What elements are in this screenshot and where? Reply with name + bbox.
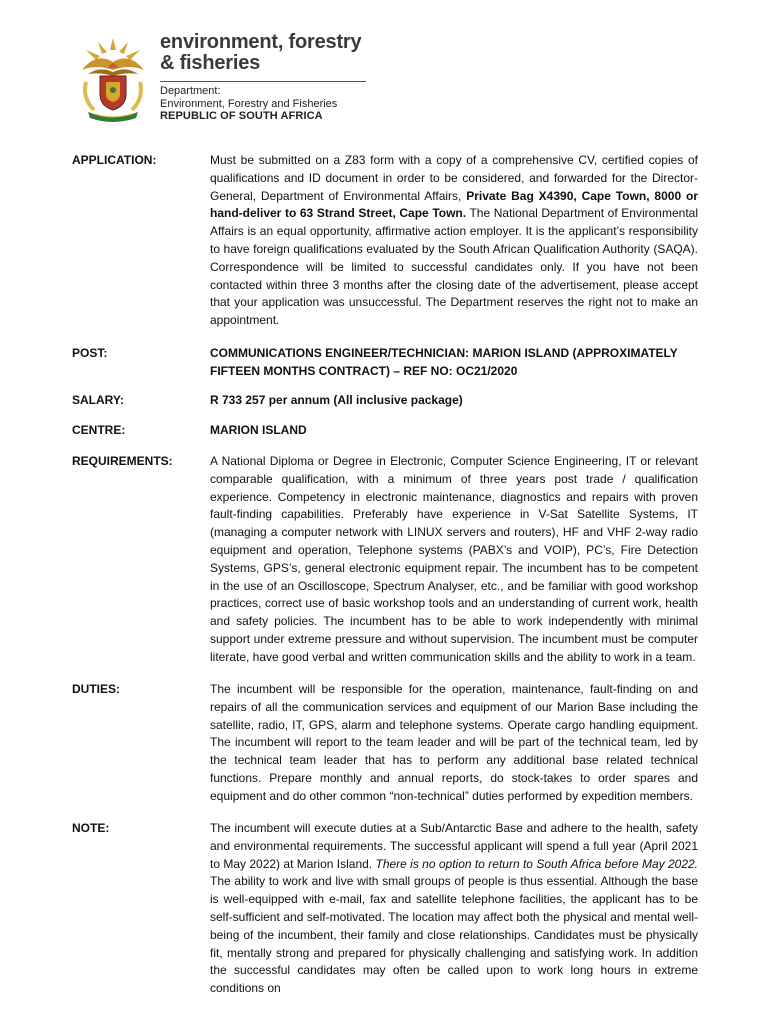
application-text-part-2: The National Department of Environmental Affairs is an equal opportunity, affirmative action employer. It is the applicant’s responsibility to have foreign qualifications evaluated by the South African Qualification Authority (SAQA). Correspondence will be limited to successful candidates only. If you have not been contacted within three 3 months after the closing date of the advertisement, please accept that your application was unsuccessful. The Department reserves the right not to make an appointment. xyxy=(210,206,698,328)
salary-label: SALARY: xyxy=(72,393,124,407)
note-text-part-2: The ability to work and live with small groups of people is thus essential. Although the base is well-equipped with e-mail, fax and satellite telephone facilities, the applicant has to be self-sufficient and self-motivated. The location may affect both the physical and mental well-being of the incumbent, their family and close relationships. Candidates must be physically fit, mentally strong and prepared for physically challenging and satisfying work. In addition the successful candidates may often be called upon to work long hours in extreme conditions on xyxy=(210,874,698,996)
department-details xyxy=(160,85,337,123)
department-wordmark xyxy=(160,32,361,74)
country-name: REPUBLIC OF SOUTH AFRICA xyxy=(160,110,323,122)
requirements-text: A National Diploma or Degree in Electronic, Computer Science Engineering, IT or relevant comparable qualification, with a minimum of three years post trade / qualification experience. Competency in electronic maintenance, diagnostics and repairs with proven fault-finding capabilities. Preferably have experience in V-Sat Satellite Systems, IT (managing a computer network with LINUX servers and routers), HF and VHF 2-way radio equipment and operation, Telephone systems (PABX’s and VOIP), PC’s, Fire Detection Systems, GPS’s, general electronic equipment repair. The incumbent has to be competent in the use of an Oscilloscope, Spectrum Analyser, etc., and be familiar with good workshop practices, correct use of basic workshop tools and an understanding of current work, health and safety policies. The incumbent has to be able to work independently with minimal support under extreme pressure and without supervision. The incumbent must be computer literate, have good verbal and written communication skills and the ability to work in a team. xyxy=(210,454,698,664)
post-value: COMMUNICATIONS ENGINEER/TECHNICIAN: MARION ISLAND (APPROXIMATELY FIFTEEN MONTHS CONTRACT) – REF NO: OC21/2020 xyxy=(210,346,678,378)
note-label: NOTE: xyxy=(72,821,110,835)
dept-label: Department: xyxy=(160,85,221,97)
duties-label: DUTIES: xyxy=(72,682,120,696)
header-divider xyxy=(160,81,366,82)
wordmark-line-2: & fisheries xyxy=(160,52,261,74)
application-label: APPLICATION: xyxy=(72,153,157,167)
dept-name: Environment, Forestry and Fisheries xyxy=(160,97,338,110)
centre-value: MARION ISLAND xyxy=(210,423,307,437)
duties-text: The incumbent will be responsible for the operation, maintenance, fault-finding on and repairs of all the communication services and equipment of our Marion Base including the satellite, radio, IT, GPS, alarm and telephone systems. Operate cargo handling equipment. The incumbent will report to the team leader and will be part of the technical team, led by the technical team leader that has to perform any additional base related technical functions. Prepare monthly and annual reports, do stock-takes to order spares and equipment and do other common “non-technical” duties performed by expedition members. xyxy=(210,682,698,803)
letterhead xyxy=(76,32,376,128)
note-text-part-1: The incumbent will execute duties at a Sub/Antarctic Base and adhere to the health, safety and environmental requirements. The successful applicant will spend a full year (April 2021 to May 2022) at Marion Island. xyxy=(210,821,698,871)
application-text-part-1: Must be submitted on a Z83 form with a copy of a comprehensive CV, certified copies of qualifications and ID document in order to be considered, and forwarded for the Director-General, Department of Environmental Affairs, xyxy=(210,153,698,203)
wordmark-line-1: environment, forestry xyxy=(160,31,362,53)
centre-label: CENTRE: xyxy=(72,423,126,437)
requirements-label: REQUIREMENTS: xyxy=(72,454,173,468)
application-address: Private Bag X4390, Cape Town, 8000 or hand-deliver to 63 Strand Street, Cape Town. xyxy=(210,188,698,221)
salary-value: R 733 257 per annum (All inclusive package) xyxy=(210,393,463,407)
note-text xyxy=(210,820,698,998)
post-label: POST: xyxy=(72,346,108,360)
note-emphasis: There is no option to return to South Africa before May 2022. xyxy=(375,856,699,871)
application-text xyxy=(210,152,698,330)
coat-of-arms-icon xyxy=(76,36,150,126)
